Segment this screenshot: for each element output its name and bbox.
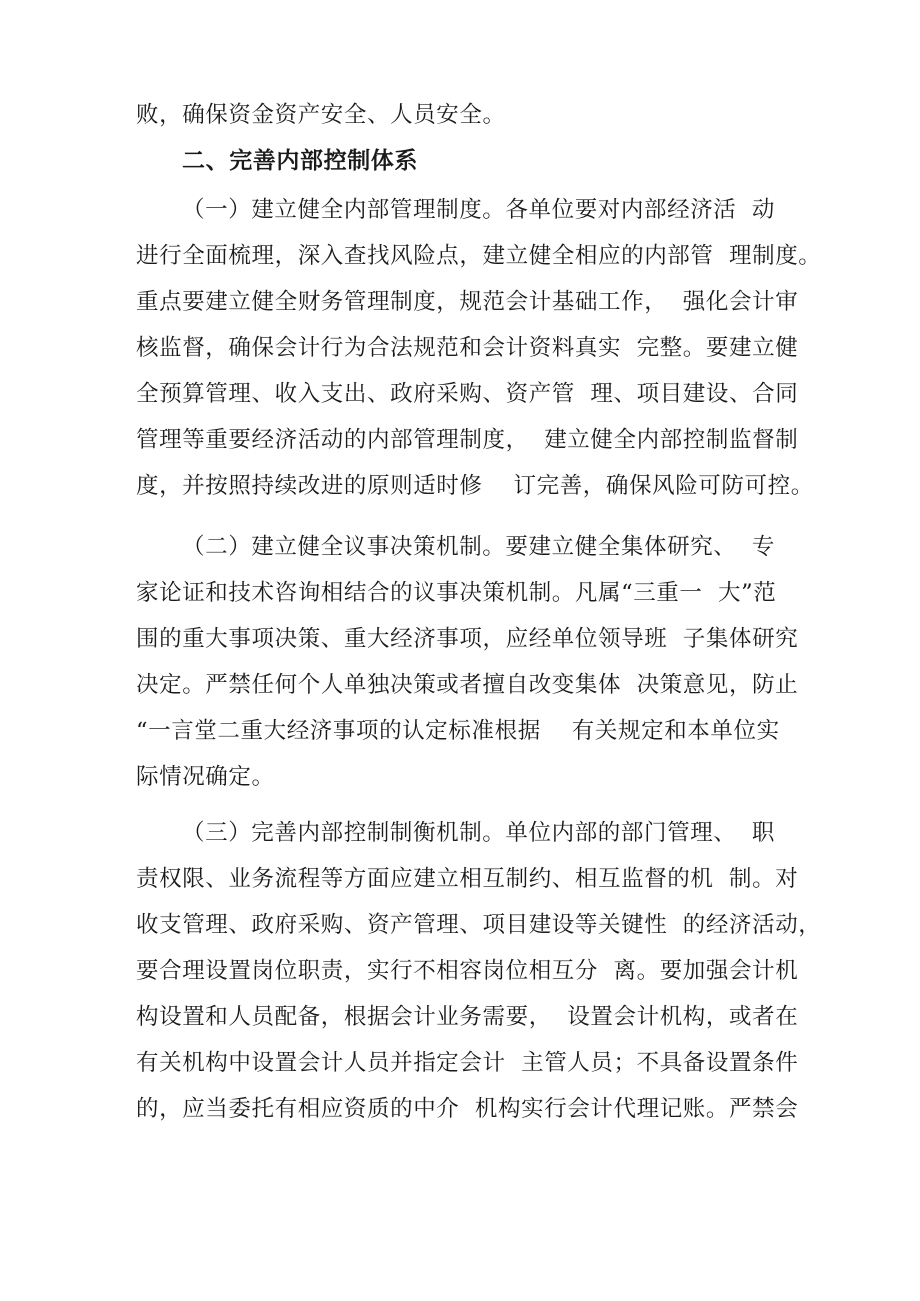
text-line: 的，应当委托有相应资质的中介 机构实行会计代理记账。严禁会 — [136, 1096, 799, 1122]
text-line: 有关机构中设置会计人员并指定会计 主管人员；不具备设置条件 — [136, 1050, 799, 1076]
text-line: 际情况确定。 — [136, 764, 275, 790]
text-line: 收支管理、政府采购、资产管理、项目建设等关键性 的经济活动， — [136, 912, 822, 938]
text-line: 进行全面梳理，深入查找风险点，建立健全相应的内部管 理制度。 — [136, 243, 822, 269]
text-line: （一）建立健全内部管理制度。各单位要对内部经济活 动 — [182, 197, 776, 223]
text-line: 管理等重要经济活动的内部管理制度， 建立健全内部控制监督制 — [136, 427, 799, 453]
text-line: （二）建立健全议事决策机制。要建立健全集体研究、 专 — [182, 534, 776, 560]
section-heading: 二、完善内部控制体系 — [182, 148, 418, 174]
text-line: 围的重大事项决策、重大经济事项，应经单位领导班 子集体研究 — [136, 626, 799, 652]
text-line: 家论证和技术咨询相结合的议事决策机制。凡属“三重一 大”范 — [136, 580, 777, 606]
text-line: 构设置和人员配备，根据会计业务需要， 设置会计机构，或者在 — [136, 1004, 799, 1030]
text-line: 度，并按照持续改进的原则适时修 订完善，确保风险可防可控。 — [136, 473, 814, 499]
text-line: 败，确保资金资产安全、人员安全。 — [136, 102, 506, 128]
text-line: 决定。严禁任何个人单独决策或者擅自改变集体 决策意见，防止 — [136, 672, 799, 698]
text-line: 责权限、业务流程等方面应建立相互制约、相互监督的机 制。对 — [136, 866, 799, 892]
text-line: “一言堂二重大经济事项的认定标准根据 有关规定和本单位实 — [136, 718, 780, 744]
text-line: 全预算管理、收入支出、政府采购、资产管 理、项目建设、合同 — [136, 381, 799, 407]
text-line: 重点要建立健全财务管理制度，规范会计基础工作， 强化会计审 — [136, 289, 799, 315]
text-line: 要合理设置岗位职责，实行不相容岗位相互分 离。要加强会计机 — [136, 958, 799, 984]
text-line: 核监督，确保会计行为合法规范和会计资料真实 完整。要建立健 — [136, 335, 799, 361]
text-line: （三）完善内部控制制衡机制。单位内部的部门管理、 职 — [182, 820, 776, 846]
